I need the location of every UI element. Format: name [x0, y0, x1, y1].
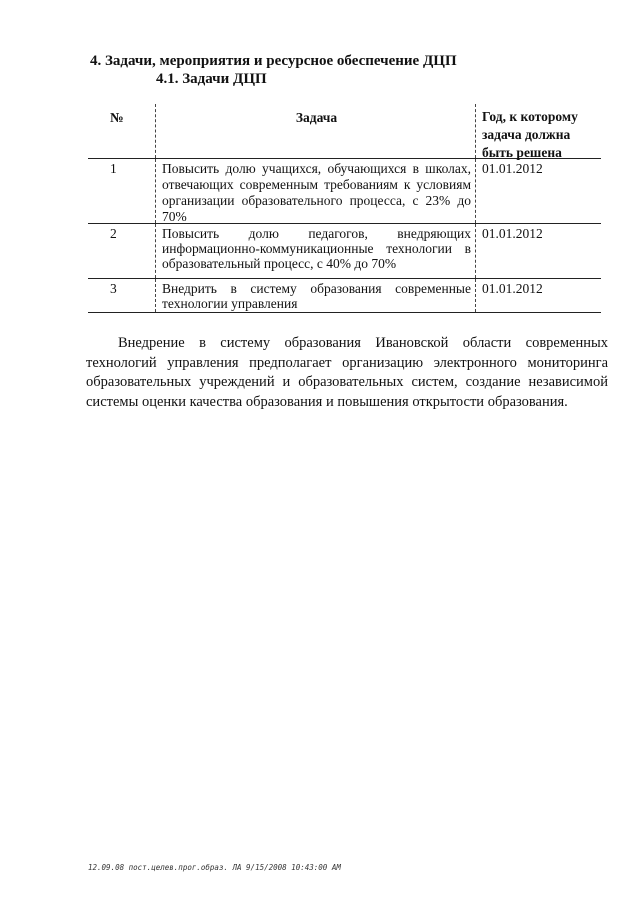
- row-task: Повысить долю педагогов, внедряющих информационно-коммуникационные технологии в образовательный процесс, с 40% до 70%: [155, 224, 476, 278]
- row-num: 1: [110, 161, 117, 176]
- row-task: Повысить долю учащихся, обучающихся в школах, отвечающих современным требованиям к условиям организации образовательного процесса, с 23% до 70%: [155, 159, 476, 223]
- table-header-row: [88, 104, 601, 159]
- table-row: [88, 224, 601, 279]
- body-paragraph: [86, 334, 608, 412]
- table-row: [88, 159, 601, 224]
- row-num: 2: [110, 226, 117, 241]
- tasks-table: [88, 104, 601, 313]
- row-num: 3: [110, 281, 117, 296]
- document-footer: 12.09.08 пост.целев.прог.образ. ЛА 9/15/2008 10:43:00 AM: [88, 863, 341, 872]
- section-title: 4. Задачи, мероприятия и ресурсное обеспечение ДЦП: [90, 53, 457, 69]
- paragraph-text: Внедрение в систему образования Ивановской области современных технологий управления предполагает организацию электронного мониторинга образовательных учреждений и образовательных систем, создание независимой системы оценки качества образования и повышения открытости образования.: [86, 335, 608, 410]
- row-year: 01.01.2012: [482, 161, 543, 176]
- header-year: Год, к которому задача должна быть решена: [482, 109, 578, 160]
- header-num: №: [110, 110, 124, 125]
- row-task: Внедрить в систему образования современные технологии управления: [155, 279, 476, 312]
- table-row: [88, 279, 601, 313]
- row-year: 01.01.2012: [482, 281, 543, 296]
- header-task: Задача: [155, 104, 476, 158]
- row-year: 01.01.2012: [482, 226, 543, 241]
- subsection-title: 4.1. Задачи ДЦП: [156, 71, 267, 87]
